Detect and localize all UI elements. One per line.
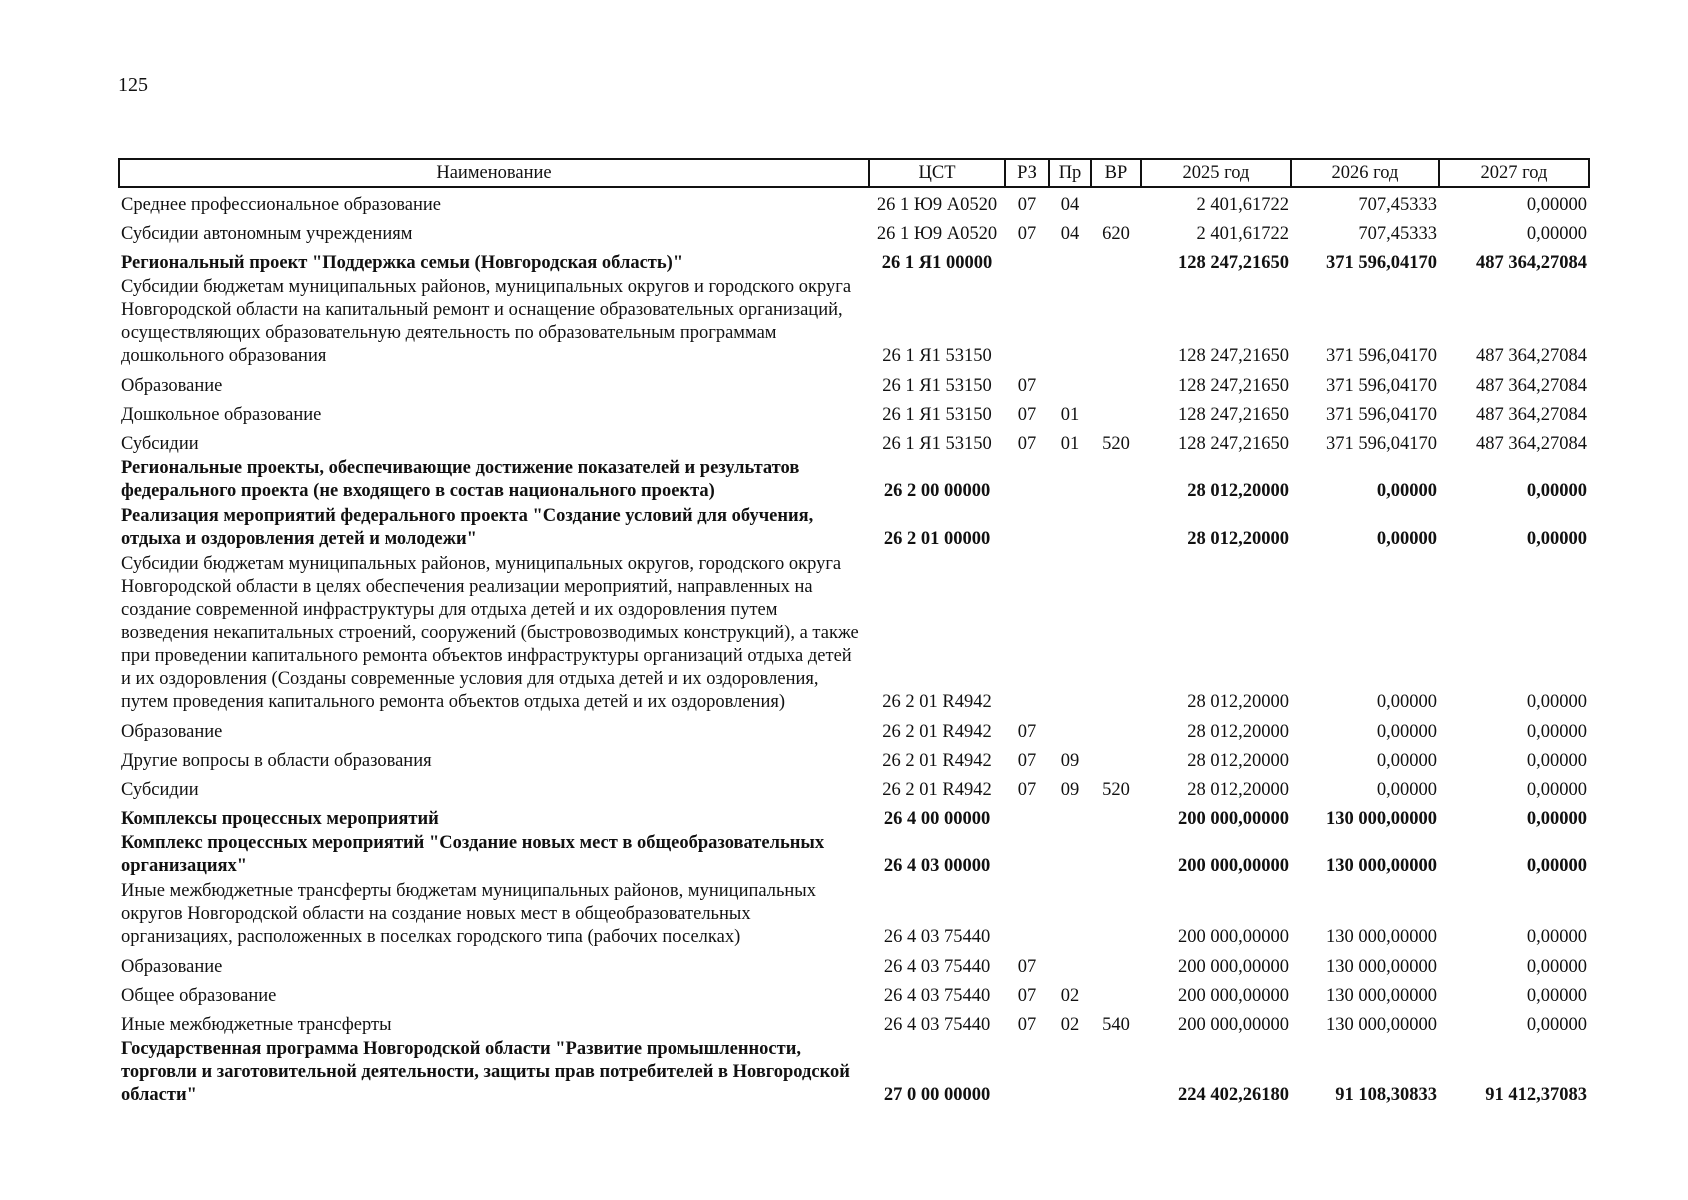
cell-vr bbox=[1091, 979, 1141, 1008]
table-row bbox=[119, 217, 1589, 246]
cell-name: Субсидии bbox=[121, 780, 199, 800]
cell-vr: 540 bbox=[1102, 1015, 1130, 1035]
cell-name: Государственная программа Новгородской области "Развитие промышленности, торговли и заготовительной деятельности, защиты прав потребителей в Новгородской области" bbox=[121, 1039, 850, 1105]
cell-name: Субсидии автономным учреждениям bbox=[121, 224, 413, 244]
cell-2026: 0,00000 bbox=[1376, 529, 1437, 549]
cell-vr bbox=[1091, 504, 1141, 552]
cell-pr bbox=[1049, 715, 1091, 744]
cell-rz: 07 bbox=[1017, 1015, 1037, 1035]
cell-pr bbox=[1049, 246, 1091, 275]
table-row bbox=[119, 427, 1589, 456]
cell-cst: 26 1 Я1 00000 bbox=[881, 253, 993, 273]
table-row bbox=[119, 552, 1589, 715]
cell-2027: 0,00000 bbox=[1526, 986, 1587, 1006]
cell-vr: 520 bbox=[1102, 434, 1130, 454]
table-row bbox=[119, 715, 1589, 744]
cell-name: Региональные проекты, обеспечивающие достижение показателей и результатов федерального проекта (не входящего в состав национального проекта) bbox=[121, 458, 800, 501]
cell-2027: 0,00000 bbox=[1526, 856, 1587, 876]
cell-2025: 128 247,21650 bbox=[1178, 376, 1289, 396]
cell-cst: 26 2 01 R4942 bbox=[882, 692, 992, 712]
cell-vr bbox=[1091, 1037, 1141, 1108]
header-2025: 2025 год bbox=[1141, 159, 1291, 187]
cell-name: Среднее профессиональное образование bbox=[121, 195, 441, 215]
table-row bbox=[119, 246, 1589, 275]
cell-rz bbox=[1005, 802, 1049, 831]
cell-pr: 09 bbox=[1060, 780, 1080, 800]
cell-vr bbox=[1091, 744, 1141, 773]
cell-name: Комплекс процессных мероприятий "Создание новых мест в общеобразовательных организациях" bbox=[121, 833, 825, 876]
table-row bbox=[119, 831, 1589, 879]
cell-cst: 26 4 03 75440 bbox=[883, 986, 991, 1006]
cell-name: Субсидии бюджетам муниципальных районов, муниципальных округов и городского округа Новгородской области на капитальный ремонт и оснащение образовательных организаций, осуществляющих образовательную деятельность по образовательным программам дошкольного образования bbox=[121, 277, 852, 366]
cell-2025: 200 000,00000 bbox=[1178, 856, 1289, 876]
table-row bbox=[119, 275, 1589, 369]
cell-rz: 07 bbox=[1017, 751, 1037, 771]
cell-vr: 520 bbox=[1102, 780, 1130, 800]
cell-pr: 04 bbox=[1060, 224, 1080, 244]
table-row bbox=[119, 187, 1589, 217]
cell-vr bbox=[1091, 398, 1141, 427]
cell-2026: 0,00000 bbox=[1376, 692, 1437, 712]
table-row bbox=[119, 773, 1589, 802]
cell-2026: 130 000,00000 bbox=[1326, 809, 1437, 829]
cell-pr: 04 bbox=[1060, 195, 1080, 215]
cell-cst: 26 4 00 00000 bbox=[883, 809, 991, 829]
cell-cst: 26 4 03 00000 bbox=[883, 856, 991, 876]
cell-2026: 371 596,04170 bbox=[1326, 253, 1437, 273]
cell-vr bbox=[1091, 275, 1141, 369]
cell-2025: 200 000,00000 bbox=[1178, 986, 1289, 1006]
cell-2027: 0,00000 bbox=[1526, 751, 1587, 771]
cell-2026: 707,45333 bbox=[1358, 224, 1437, 244]
table-row bbox=[119, 369, 1589, 398]
cell-cst: 26 2 01 R4942 bbox=[882, 780, 992, 800]
cell-2025: 28 012,20000 bbox=[1187, 751, 1289, 771]
cell-name: Образование bbox=[121, 722, 223, 742]
cell-2027: 0,00000 bbox=[1526, 195, 1587, 215]
cell-2025: 200 000,00000 bbox=[1178, 1015, 1289, 1035]
cell-2025: 128 247,21650 bbox=[1178, 434, 1289, 454]
cell-name: Другие вопросы в области образования bbox=[121, 751, 432, 771]
cell-pr: 01 bbox=[1060, 434, 1080, 454]
table-row bbox=[119, 979, 1589, 1008]
cell-vr bbox=[1091, 456, 1141, 504]
cell-2027: 0,00000 bbox=[1526, 224, 1587, 244]
cell-2025: 200 000,00000 bbox=[1178, 927, 1289, 947]
cell-pr bbox=[1049, 552, 1091, 715]
cell-rz: 07 bbox=[1017, 986, 1037, 1006]
cell-rz bbox=[1005, 831, 1049, 879]
cell-2027: 0,00000 bbox=[1526, 692, 1587, 712]
cell-2026: 0,00000 bbox=[1376, 722, 1437, 742]
table-row bbox=[119, 1008, 1589, 1037]
cell-vr bbox=[1091, 552, 1141, 715]
cell-cst: 26 1 Я1 53150 bbox=[882, 405, 992, 425]
cell-2026: 371 596,04170 bbox=[1326, 405, 1437, 425]
cell-2027: 0,00000 bbox=[1526, 481, 1587, 501]
cell-2026: 707,45333 bbox=[1358, 195, 1437, 215]
cell-name: Субсидии бюджетам муниципальных районов, муниципальных округов, городского округа Новгородской области в целях обеспечения реализации мероприятий, направленных на создание современной инфраструктуры для отдыха детей и их оздоровления путем возведения некапитальных строений, сооружений (быстровозводимых конструкций), а также при проведении капитального ремонта объектов инфраструктуры организаций отдыха детей и их оздоровления (Созданы современные условия для отдыха детей и их оздоровления, путем проведения капитального ремонта объектов отдыха детей и их оздоровления) bbox=[121, 554, 859, 712]
table-row bbox=[119, 1037, 1589, 1108]
cell-2027: 487 364,27084 bbox=[1476, 253, 1587, 273]
table-row bbox=[119, 456, 1589, 504]
header-2027: 2027 год bbox=[1439, 159, 1589, 187]
cell-2025: 200 000,00000 bbox=[1178, 957, 1289, 977]
cell-2027: 487 364,27084 bbox=[1476, 434, 1587, 454]
cell-rz bbox=[1005, 275, 1049, 369]
cell-2027: 487 364,27084 bbox=[1476, 405, 1587, 425]
cell-pr: 09 bbox=[1060, 751, 1080, 771]
cell-pr: 02 bbox=[1060, 986, 1080, 1006]
cell-vr bbox=[1091, 369, 1141, 398]
header-cst: ЦСТ bbox=[869, 159, 1005, 187]
cell-2026: 130 000,00000 bbox=[1326, 927, 1437, 947]
cell-rz bbox=[1005, 246, 1049, 275]
page-number: 125 bbox=[118, 74, 148, 96]
cell-cst: 26 2 01 R4942 bbox=[882, 722, 992, 742]
table-row bbox=[119, 504, 1589, 552]
cell-vr bbox=[1091, 246, 1141, 275]
cell-pr bbox=[1049, 802, 1091, 831]
cell-rz bbox=[1005, 504, 1049, 552]
cell-2025: 2 401,61722 bbox=[1196, 195, 1289, 215]
header-name: Наименование bbox=[119, 159, 869, 187]
table-row bbox=[119, 950, 1589, 979]
cell-2026: 130 000,00000 bbox=[1326, 957, 1437, 977]
cell-name: Субсидии bbox=[121, 434, 199, 454]
cell-pr bbox=[1049, 504, 1091, 552]
cell-vr: 620 bbox=[1102, 224, 1130, 244]
table-row bbox=[119, 744, 1589, 773]
header-2026: 2026 год bbox=[1291, 159, 1439, 187]
cell-rz: 07 bbox=[1017, 780, 1037, 800]
cell-cst: 26 1 Я1 53150 bbox=[882, 346, 992, 366]
cell-2027: 0,00000 bbox=[1526, 927, 1587, 947]
cell-name: Образование bbox=[121, 376, 223, 396]
cell-rz: 07 bbox=[1017, 195, 1037, 215]
table-row bbox=[119, 802, 1589, 831]
cell-2026: 130 000,00000 bbox=[1326, 1015, 1437, 1035]
cell-name: Реализация мероприятий федерального проекта "Создание условий для обучения, отдыха и оздоровления детей и молодежи" bbox=[121, 506, 814, 549]
table-row bbox=[119, 398, 1589, 427]
cell-rz: 07 bbox=[1017, 434, 1037, 454]
cell-2027: 0,00000 bbox=[1526, 809, 1587, 829]
cell-2027: 0,00000 bbox=[1526, 529, 1587, 549]
cell-2026: 0,00000 bbox=[1376, 481, 1437, 501]
cell-pr bbox=[1049, 275, 1091, 369]
cell-vr bbox=[1091, 187, 1141, 217]
cell-rz: 07 bbox=[1017, 376, 1037, 396]
cell-name: Иные межбюджетные трансферты бюджетам муниципальных районов, муниципальных округов Новгородской области на создание новых мест в общеобразовательных организациях, расположенных в поселках городского типа (рабочих поселках) bbox=[121, 881, 816, 947]
budget-table bbox=[118, 158, 1590, 1108]
header-vr: ВР bbox=[1091, 159, 1141, 187]
cell-cst: 26 1 Я1 53150 bbox=[882, 434, 992, 454]
cell-pr bbox=[1049, 1037, 1091, 1108]
cell-2027: 0,00000 bbox=[1526, 1015, 1587, 1035]
cell-2025: 2 401,61722 bbox=[1196, 224, 1289, 244]
cell-2026: 0,00000 bbox=[1376, 751, 1437, 771]
cell-vr bbox=[1091, 831, 1141, 879]
cell-pr: 02 bbox=[1060, 1015, 1080, 1035]
cell-cst: 26 1 Ю9 А0520 bbox=[876, 224, 998, 244]
cell-rz: 07 bbox=[1017, 224, 1037, 244]
cell-vr bbox=[1091, 715, 1141, 744]
cell-2025: 28 012,20000 bbox=[1187, 481, 1289, 501]
header-pr: Пр bbox=[1049, 159, 1091, 187]
cell-rz: 07 bbox=[1017, 957, 1037, 977]
cell-name: Региональный проект "Поддержка семьи (Новгородская область)" bbox=[121, 253, 684, 273]
cell-rz: 07 bbox=[1017, 405, 1037, 425]
header-rz: РЗ bbox=[1005, 159, 1049, 187]
table-body bbox=[119, 187, 1589, 1108]
cell-name: Общее образование bbox=[121, 986, 277, 1006]
cell-2025: 224 402,26180 bbox=[1178, 1085, 1289, 1105]
cell-pr bbox=[1049, 369, 1091, 398]
cell-vr bbox=[1091, 802, 1141, 831]
cell-cst: 26 1 Я1 53150 bbox=[882, 376, 992, 396]
cell-2025: 28 012,20000 bbox=[1187, 692, 1289, 712]
cell-2027: 0,00000 bbox=[1526, 780, 1587, 800]
cell-name: Образование bbox=[121, 957, 223, 977]
cell-2027: 0,00000 bbox=[1526, 722, 1587, 742]
cell-pr bbox=[1049, 831, 1091, 879]
cell-2027: 487 364,27084 bbox=[1476, 376, 1587, 396]
cell-pr bbox=[1049, 950, 1091, 979]
cell-2026: 130 000,00000 bbox=[1326, 986, 1437, 1006]
cell-2026: 371 596,04170 bbox=[1326, 376, 1437, 396]
cell-cst: 26 4 03 75440 bbox=[883, 957, 991, 977]
table-header-row bbox=[119, 159, 1589, 187]
cell-2025: 28 012,20000 bbox=[1187, 780, 1289, 800]
cell-2025: 28 012,20000 bbox=[1187, 529, 1289, 549]
cell-cst: 26 2 00 00000 bbox=[883, 481, 991, 501]
cell-rz bbox=[1005, 552, 1049, 715]
cell-cst: 26 4 03 75440 bbox=[883, 1015, 991, 1035]
cell-cst: 26 4 03 75440 bbox=[883, 927, 991, 947]
cell-2027: 91 412,37083 bbox=[1485, 1085, 1587, 1105]
cell-rz: 07 bbox=[1017, 722, 1037, 742]
cell-name: Иные межбюджетные трансферты bbox=[121, 1015, 392, 1035]
cell-2025: 200 000,00000 bbox=[1178, 809, 1289, 829]
cell-cst: 26 2 01 R4942 bbox=[882, 751, 992, 771]
cell-name: Комплексы процессных мероприятий bbox=[121, 809, 439, 829]
cell-rz bbox=[1005, 879, 1049, 950]
cell-pr bbox=[1049, 879, 1091, 950]
cell-2025: 128 247,21650 bbox=[1178, 346, 1289, 366]
cell-name: Дошкольное образование bbox=[121, 405, 322, 425]
cell-cst: 27 0 00 00000 bbox=[883, 1085, 991, 1105]
cell-2026: 91 108,30833 bbox=[1335, 1085, 1437, 1105]
cell-vr bbox=[1091, 879, 1141, 950]
cell-2025: 128 247,21650 bbox=[1178, 253, 1289, 273]
cell-rz bbox=[1005, 456, 1049, 504]
cell-2027: 0,00000 bbox=[1526, 957, 1587, 977]
cell-rz bbox=[1005, 1037, 1049, 1108]
cell-2026: 0,00000 bbox=[1376, 780, 1437, 800]
cell-cst: 26 2 01 00000 bbox=[883, 529, 991, 549]
cell-2027: 487 364,27084 bbox=[1476, 346, 1587, 366]
cell-2025: 128 247,21650 bbox=[1178, 405, 1289, 425]
cell-2026: 371 596,04170 bbox=[1326, 434, 1437, 454]
cell-2025: 28 012,20000 bbox=[1187, 722, 1289, 742]
cell-pr: 01 bbox=[1060, 405, 1080, 425]
cell-vr bbox=[1091, 950, 1141, 979]
cell-pr bbox=[1049, 456, 1091, 504]
cell-2026: 130 000,00000 bbox=[1326, 856, 1437, 876]
cell-cst: 26 1 Ю9 А0520 bbox=[876, 195, 998, 215]
cell-2026: 371 596,04170 bbox=[1326, 346, 1437, 366]
table-row bbox=[119, 879, 1589, 950]
